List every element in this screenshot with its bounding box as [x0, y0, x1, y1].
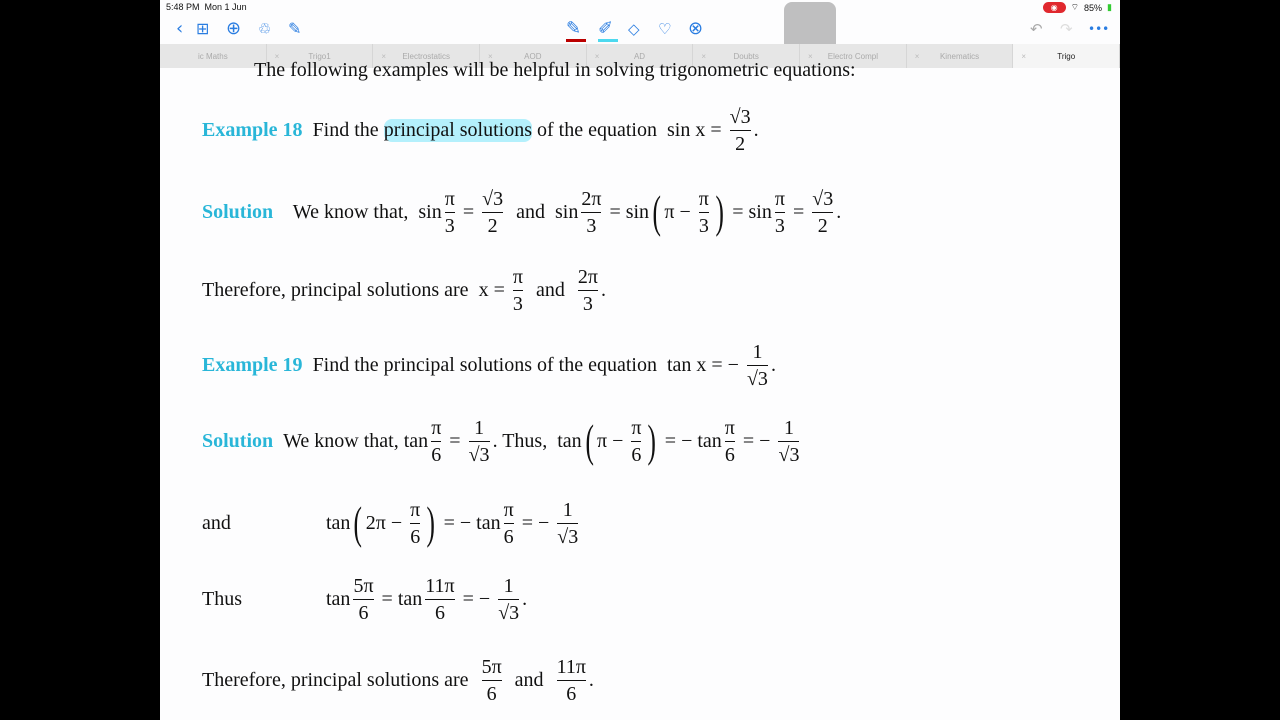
tab-ic-maths[interactable]: [160, 44, 267, 68]
close-tab-icon[interactable]: ×: [1021, 51, 1027, 61]
fraction-bar: [747, 365, 768, 366]
fraction: [631, 417, 641, 466]
fraction-bar: [498, 599, 519, 600]
fraction-bar: [775, 212, 785, 213]
back-icon[interactable]: ‹: [176, 18, 184, 39]
wifi-icon: ⌔: [1070, 2, 1080, 12]
math-text: .: [836, 200, 842, 223]
numerator: π: [410, 498, 421, 521]
math-text: . Thus, tan: [492, 429, 582, 452]
text-line: [202, 569, 242, 629]
tab-label: Trigo: [1057, 51, 1076, 61]
numerator: π: [698, 187, 709, 210]
math-text: and: [504, 668, 554, 691]
highlighted-text: principal solutions: [383, 118, 533, 141]
denominator: 6: [358, 601, 369, 624]
math-text: = tan: [376, 587, 423, 610]
fraction: [581, 188, 601, 237]
tab-label: Kinematics: [939, 51, 980, 61]
denominator: 3: [586, 214, 597, 237]
denominator: 3: [698, 214, 709, 237]
fraction: [445, 188, 455, 237]
math-text: Therefore, principal solutions are x =: [202, 278, 510, 301]
math-text: = −: [457, 587, 496, 610]
text-line: [202, 100, 759, 160]
fraction-bar: [812, 212, 833, 213]
math-text: and: [202, 511, 231, 534]
math-text: tan: [326, 511, 351, 534]
tab-label: Electro Compl: [827, 51, 878, 61]
math-text: .: [600, 278, 606, 301]
fraction-bar: [557, 680, 586, 681]
tab-label: ic Maths: [197, 51, 228, 61]
text-line: [202, 493, 231, 553]
fraction-bar: [725, 441, 735, 442]
close-tab-icon[interactable]: ×: [594, 51, 600, 61]
fraction-bar: [353, 599, 373, 600]
math-text: = sin: [604, 200, 650, 223]
math-text: Thus: [202, 587, 242, 610]
lasso-tool-icon[interactable]: ♡: [658, 20, 672, 38]
numerator: π: [512, 265, 523, 288]
numerator: 2π: [581, 187, 602, 210]
fraction-bar: [431, 441, 441, 442]
text-line: [202, 335, 776, 395]
tab-label: Doubts: [733, 51, 759, 61]
tab-label: Electrostatics: [402, 51, 450, 61]
fraction-bar: [730, 130, 751, 131]
denominator: 6: [431, 443, 442, 466]
battery-percent: 85%: [1084, 2, 1103, 13]
redo-icon[interactable]: ↷: [1060, 20, 1073, 38]
text-line: [326, 569, 527, 629]
numerator: 1: [752, 340, 763, 363]
numerator: 11π: [556, 655, 586, 678]
denominator: 6: [503, 525, 514, 548]
fraction: [469, 417, 490, 466]
denominator: 6: [434, 601, 445, 624]
pen-tool-icon[interactable]: ✎: [566, 18, 582, 39]
numerator: π: [774, 187, 785, 210]
denominator: √3: [498, 601, 520, 624]
numerator: 1: [503, 574, 514, 597]
fraction-bar: [425, 599, 454, 600]
denominator: 6: [486, 682, 497, 705]
fraction: [513, 266, 523, 315]
numerator: √3: [729, 105, 751, 128]
close-tab-icon[interactable]: ×: [701, 51, 707, 61]
numerator: √3: [812, 187, 834, 210]
close-tool-icon[interactable]: ⊗: [688, 18, 704, 39]
math-text: = − tan: [438, 511, 501, 534]
denominator: 2: [817, 214, 828, 237]
numerator: 5π: [481, 655, 502, 678]
fraction-bar: [513, 290, 523, 291]
numerator: 5π: [353, 574, 374, 597]
add-icon[interactable]: ⊕: [226, 18, 242, 39]
grid-icon[interactable]: ⊞: [196, 19, 210, 38]
math-text: Find the: [312, 118, 384, 141]
math-text: =: [444, 429, 466, 452]
fraction: [778, 417, 799, 466]
tab-label: AD: [633, 51, 646, 61]
fraction-bar: [482, 212, 503, 213]
text-line: [202, 650, 594, 710]
denominator: 3: [512, 292, 523, 315]
status-bar: [160, 0, 1120, 14]
fraction-bar: [482, 680, 502, 681]
math-text: Therefore, principal solutions are: [202, 668, 479, 691]
fraction: [410, 499, 420, 548]
fraction: [431, 417, 441, 466]
text-line: [254, 40, 856, 100]
numerator: π: [631, 416, 642, 439]
tab-label: AOD: [524, 51, 542, 61]
example-label: Solution: [202, 200, 274, 223]
close-tab-icon[interactable]: ×: [274, 51, 280, 61]
example-label: Example 19: [202, 353, 303, 376]
denominator: 3: [582, 292, 593, 315]
paren-open: (: [652, 186, 661, 237]
fraction-bar: [469, 441, 490, 442]
fraction: [425, 575, 454, 624]
example-label: Example 18: [202, 118, 303, 141]
math-text: π −: [596, 429, 629, 452]
fraction: [482, 656, 502, 705]
edit-icon[interactable]: ✎: [288, 19, 302, 38]
tab-kinematics[interactable]: [907, 44, 1014, 68]
close-tab-icon[interactable]: ×: [914, 51, 920, 61]
fraction: [353, 575, 373, 624]
fraction: [775, 188, 785, 237]
undo-icon[interactable]: ↶: [1030, 20, 1043, 38]
parenthesized: [350, 499, 438, 548]
highlighter-tool-icon[interactable]: ✐: [598, 18, 614, 39]
recording-indicator-icon[interactable]: ◉: [1043, 2, 1066, 13]
paren-close: ): [647, 415, 657, 466]
close-tab-icon[interactable]: ×: [488, 51, 493, 61]
denominator: 3: [774, 214, 785, 237]
numerator: √3: [482, 187, 504, 210]
tab-trigo[interactable]: [1013, 44, 1120, 68]
denominator: 2: [735, 132, 746, 155]
fraction: [557, 499, 578, 548]
math-text: 2π −: [365, 511, 408, 534]
fraction-bar: [445, 212, 455, 213]
math-text: tan: [326, 587, 351, 610]
math-text: .: [522, 587, 528, 610]
math-text: We know that, sin: [283, 200, 442, 223]
denominator: 6: [724, 443, 735, 466]
fraction: [747, 341, 768, 390]
paren-open: (: [353, 497, 363, 548]
numerator: 1: [562, 498, 573, 521]
math-text: π −: [664, 200, 696, 223]
tab-label: Trigo1: [308, 51, 331, 61]
denominator: 6: [566, 682, 577, 705]
fraction-bar: [699, 212, 709, 213]
math-text: =: [457, 200, 480, 223]
status-time: 5:48 PM: [166, 2, 200, 12]
fraction-bar: [581, 212, 601, 213]
fraction-bar: [631, 441, 641, 442]
example-label: Solution: [202, 429, 274, 452]
paren-open: (: [585, 415, 594, 466]
math-text: .: [588, 668, 594, 691]
parenthesized: [649, 188, 727, 237]
fraction: [725, 417, 735, 466]
fraction: [699, 188, 709, 237]
numerator: 2π: [577, 265, 598, 288]
math-text: Find the principal solutions of the equation tan x = −: [312, 353, 744, 376]
fraction: [557, 656, 586, 705]
parenthesized: [582, 417, 660, 466]
fraction: [578, 266, 598, 315]
fraction-bar: [504, 523, 514, 524]
text-line: [202, 182, 841, 242]
math-text: and: [525, 278, 575, 301]
text-line: [202, 411, 802, 471]
denominator: √3: [468, 443, 490, 466]
numerator: 11π: [425, 574, 455, 597]
close-tab-icon[interactable]: ×: [808, 51, 813, 61]
fraction: [498, 575, 519, 624]
math-text: We know that, tan: [283, 429, 429, 452]
math-text: = − tan: [659, 429, 722, 452]
fraction: [730, 106, 751, 155]
fraction: [482, 188, 503, 237]
math-text: .: [770, 353, 776, 376]
numerator: π: [503, 498, 514, 521]
eraser-tool-icon[interactable]: ◇: [628, 20, 640, 38]
denominator: 3: [444, 214, 455, 237]
math-text: = −: [516, 511, 555, 534]
fraction-bar: [557, 523, 578, 524]
math-text: and sin: [506, 200, 579, 223]
more-icon[interactable]: •••: [1088, 22, 1110, 36]
denominator: 2: [487, 214, 498, 237]
numerator: 1: [474, 416, 485, 439]
math-text: =: [787, 200, 810, 223]
numerator: π: [724, 416, 735, 439]
fraction-bar: [410, 523, 420, 524]
fraction-bar: [578, 290, 598, 291]
math-text: of the equation sin x =: [532, 118, 727, 141]
fraction: [812, 188, 833, 237]
math-text: = sin: [727, 200, 772, 223]
denominator: √3: [746, 367, 768, 390]
text-line: [202, 260, 606, 320]
math-text: The following examples will be helpful in solving trigonometric equations:: [254, 58, 856, 81]
denominator: √3: [557, 525, 579, 548]
fraction: [504, 499, 514, 548]
paren-close: ): [715, 186, 724, 237]
numerator: 1: [783, 416, 794, 439]
status-date: Mon 1 Jun: [204, 2, 247, 12]
math-text: .: [753, 118, 759, 141]
notes-app: [160, 0, 1120, 720]
math-text: = −: [737, 429, 776, 452]
denominator: 6: [631, 443, 642, 466]
numerator: π: [444, 187, 455, 210]
paren-close: ): [426, 497, 436, 548]
denominator: 6: [410, 525, 421, 548]
fraction-bar: [778, 441, 799, 442]
denominator: √3: [778, 443, 800, 466]
text-line: [326, 493, 581, 553]
shapes-icon[interactable]: ♲: [258, 20, 272, 38]
battery-icon: ▮: [1107, 2, 1112, 12]
close-tab-icon[interactable]: ×: [381, 51, 387, 61]
numerator: π: [431, 416, 442, 439]
